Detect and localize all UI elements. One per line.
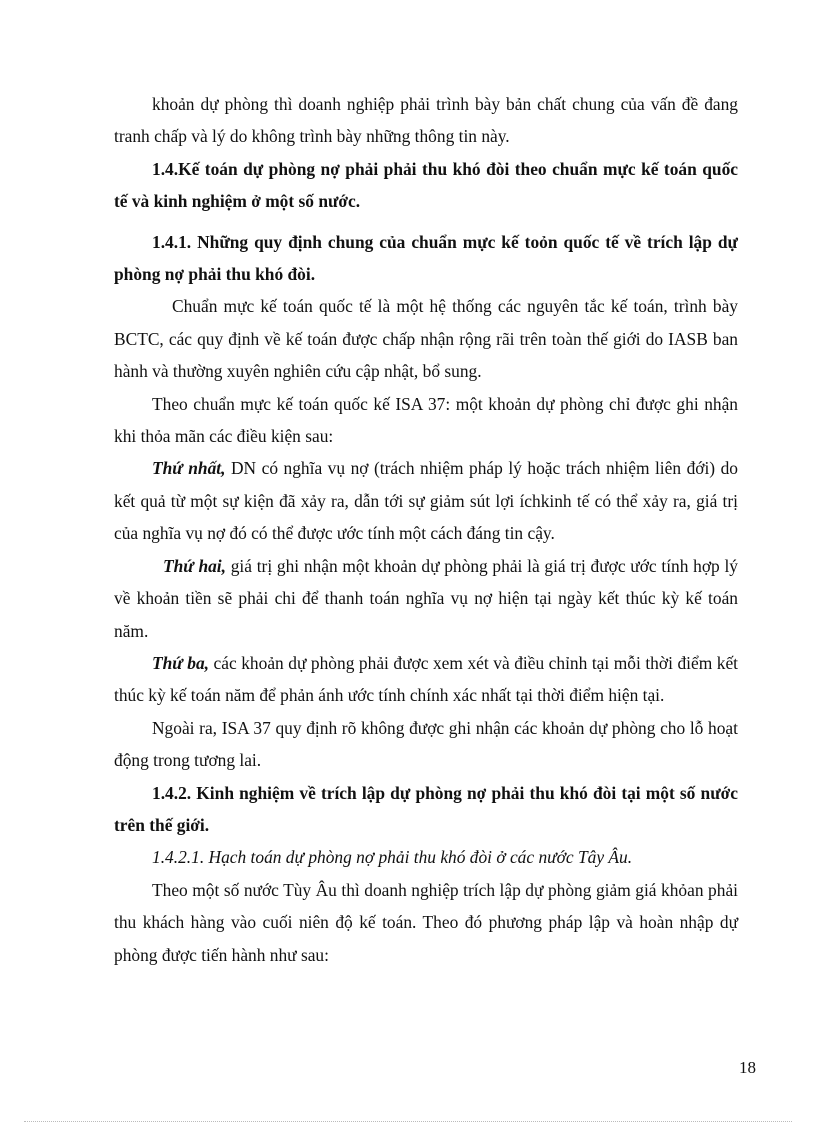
heading-1-4: 1.4.Kế toán dự phòng nợ phải phải thu khó đòi theo chuẩn mực kế toán quốc tế và kinh nghiệm ở một số nước. [114,158,738,212]
heading-1-4-1: 1.4.1. Những quy định chung của chuẩn mực kế toỏn quốc tế về trích lập dự phòng nợ phải thu khó đòi. [114,231,738,285]
paragraph-western-europe: Theo một số nước Tùy Âu thì doanh nghiệp trích lập dự phòng giảm giá khỏan phải thu khách hàng vào cuối niên độ kế toán. Theo đó phương pháp lập và hoàn nhập dự phòng được tiến hành như sau: [114,879,738,965]
paragraph-first-condition [114,452,738,549]
page-bottom-divider [24,1121,792,1122]
third-condition-lead: Thứ ba, [152,652,209,673]
second-condition-text: giá trị ghi nhận một khoản dự phòng phải là giá trị được ước tính hợp lý về khoản tiền sẽ phải chi để thanh toán nghĩa vụ nợ hiện tại ngày kết thúc kỳ kế toán năm. [114,555,739,641]
first-condition-text: DN có nghĩa vụ nợ (trách nhiệm pháp lý hoặc trách nhiệm liên đới) do kết quả từ một sự kiện đã xảy ra, dẫn tới sự giảm sút lợi íchkinh tế có thể xảy ra, giá trị của nghĩa vụ nợ đó có thể được ước tính một cách đáng tin cậy. [114,458,738,544]
page-number: 18 [739,1058,756,1077]
heading-1-4-2: 1.4.2. Kinh nghiệm về trích lập dự phòng nợ phải thu khó đòi tại một số nước trên thế giới. [114,782,738,835]
third-condition-text: các khoản dự phòng phải được xem xét và điều chỉnh tại mỗi thời điểm kết thúc kỳ kế toán năm để phản ánh ước tính chính xác nhất tại thời điểm hiện tại. [114,652,738,706]
second-condition-lead: Thứ hai, [163,555,226,576]
paragraph-second-condition [114,550,738,647]
paragraph-continuation: khoản dự phòng thì doanh nghiệp phải trình bày bản chất chung của vấn đề đang tranh chấp và lý do không trình bày những thông tin này. [114,94,738,147]
heading-1-4-2-1: 1.4.2.1. Hạch toán dự phòng nợ phải thu khó đòi ở các nước Tây Âu. [152,847,633,868]
paragraph-isa37-note: Ngoài ra, ISA 37 quy định rõ không được ghi nhận các khoản dự phòng cho lỗ hoạt động trong tương lai. [114,717,738,771]
first-condition-lead: Thứ nhất, [152,458,226,479]
body-text [114,88,738,971]
paragraph-third-condition [114,647,738,712]
paragraph-isa37: Theo chuẩn mực kế toán quốc kế ISA 37: một khoản dự phòng chỉ được ghi nhận khi thỏa mãn các điều kiện sau: [114,393,738,447]
paragraph-ifrs-intro: Chuẩn mực kế toán quốc tế là một hệ thống các nguyên tắc kế toán, trình bày BCTC, các quy định về kế toán được chấp nhận rộng rãi trên toàn thế giới do IASB ban hành và thường xuyên nghiên cứu cập nhật, bổ sung. [114,296,738,382]
